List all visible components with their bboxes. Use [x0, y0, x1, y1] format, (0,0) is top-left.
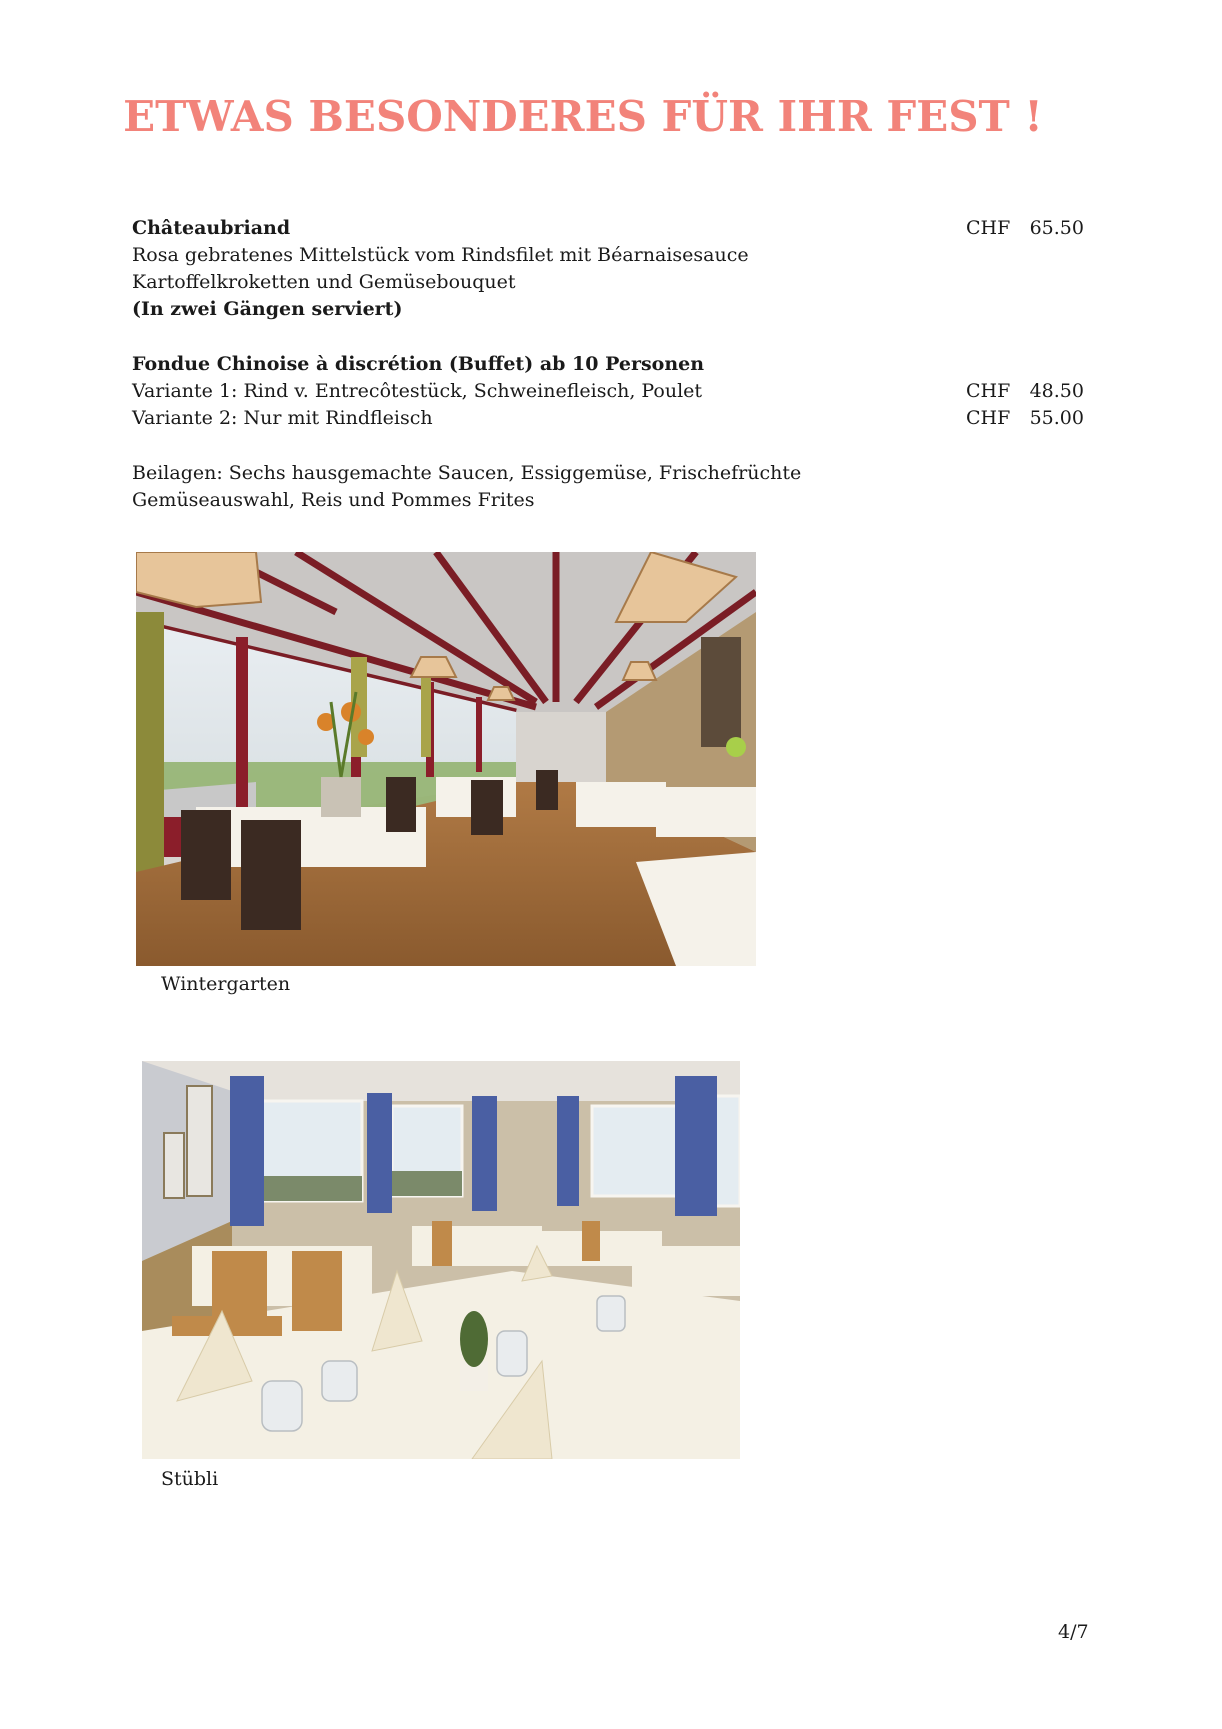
- fondue-variant-1: Variante 1: Rind v. Entrecôtestück, Schweinefleisch, Poulet: [132, 380, 703, 402]
- fondue-variant-2: Variante 2: Nur mit Rindfleisch: [132, 407, 433, 429]
- chateaubriand-note: (In zwei Gängen serviert): [132, 298, 403, 320]
- stuebli-caption: Stübli: [161, 1468, 219, 1490]
- amount: 65.50: [1029, 217, 1084, 239]
- stuebli-photo: [142, 1061, 740, 1459]
- currency: CHF: [966, 407, 1011, 429]
- currency: CHF: [966, 217, 1011, 239]
- fondue-sides-2: Gemüseauswahl, Reis und Pommes Frites: [132, 489, 535, 511]
- page-title: ETWAS BESONDERES FÜR IHR FEST !: [123, 92, 1043, 141]
- page-number: 4/7: [1058, 1621, 1089, 1643]
- wintergarten-photo: [136, 552, 756, 966]
- chateaubriand-description-2: Kartoffelkroketten und Gemüsebouquet: [132, 271, 516, 293]
- amount: 48.50: [1029, 380, 1084, 402]
- currency: CHF: [966, 380, 1011, 402]
- chateaubriand-description-1: Rosa gebratenes Mittelstück vom Rindsfilet mit Béarnaisesauce: [132, 244, 749, 266]
- fondue-sides-1: Beilagen: Sechs hausgemachte Saucen, Essiggemüse, Frischefrüchte: [132, 462, 802, 484]
- chateaubriand-name: Châteaubriand: [132, 217, 291, 239]
- amount: 55.00: [1029, 407, 1084, 429]
- wintergarten-caption: Wintergarten: [161, 973, 291, 995]
- fondue-name: Fondue Chinoise à discrétion (Buffet) ab 10 Personen: [132, 353, 705, 375]
